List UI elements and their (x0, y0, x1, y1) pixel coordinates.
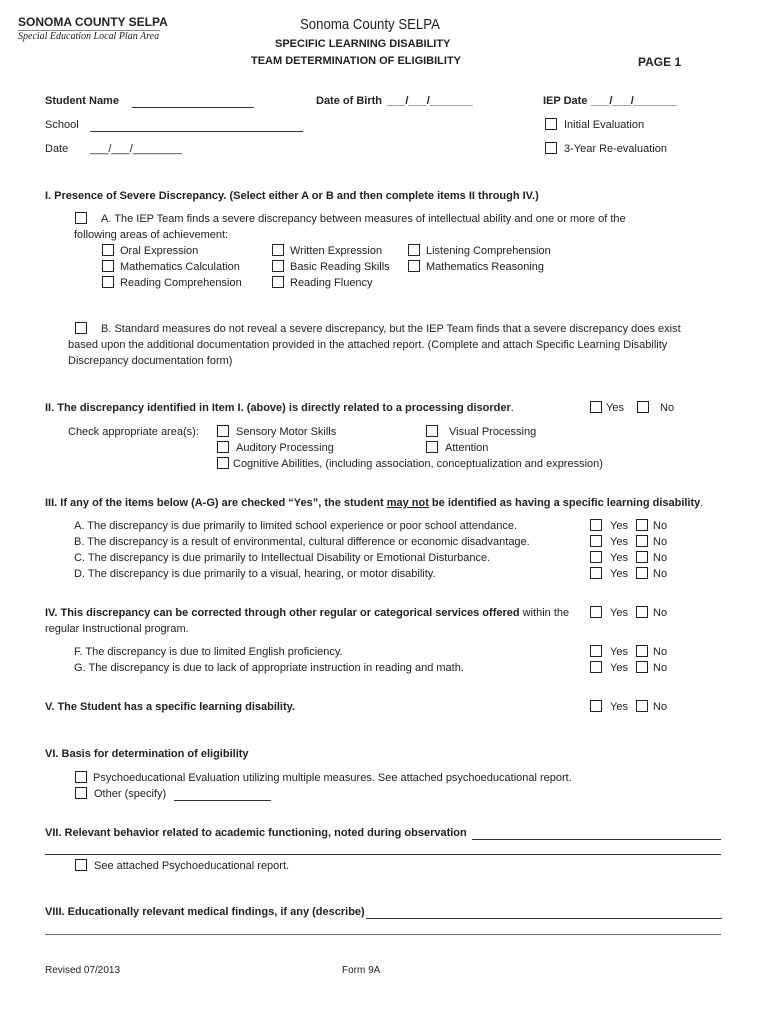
visual-processing-label: Visual Processing (449, 426, 537, 438)
listening-comprehension-checkbox[interactable] (408, 244, 420, 256)
item-b-no-checkbox[interactable] (636, 535, 648, 547)
header-rule (18, 30, 160, 31)
item-g-yes-checkbox[interactable] (590, 661, 602, 673)
reevaluation-checkbox[interactable] (545, 142, 557, 154)
oral-expression-checkbox[interactable] (102, 244, 114, 256)
item-a-yes-checkbox[interactable] (590, 519, 602, 531)
section-2-yes-checkbox[interactable] (590, 401, 602, 413)
section-2-no-label: No (660, 402, 675, 414)
section-5-yes-checkbox[interactable] (590, 700, 602, 712)
reading-comprehension-label: Reading Comprehension (120, 277, 242, 289)
math-calculation-label: Mathematics Calculation (120, 261, 240, 273)
item-g-no-label: No (653, 662, 668, 674)
revised-date: Revised 07/2013 (45, 965, 121, 976)
item-a-yes-label: Yes (610, 520, 628, 532)
section-1-heading: I. Presence of Severe Discrepancy. (Select either A or B and then complete items II through IV.) (45, 190, 539, 202)
item-g-yes-label: Yes (610, 662, 628, 674)
written-expression-checkbox[interactable] (272, 244, 284, 256)
item-c-no-checkbox[interactable] (636, 551, 648, 563)
auditory-processing-checkbox[interactable] (217, 441, 229, 453)
basic-reading-checkbox[interactable] (272, 260, 284, 272)
dob-field[interactable]: ___/___/_______ (387, 95, 473, 107)
reevaluation-label: 3-Year Re-evaluation (564, 143, 667, 155)
item-f-yes-label: Yes (610, 646, 628, 658)
item-d-no-label: No (653, 568, 668, 580)
sensory-motor-checkbox[interactable] (217, 425, 229, 437)
dob-label: Date of Birth (316, 95, 382, 107)
section-5-heading: V. The Student has a specific learning disability. (45, 701, 296, 713)
item-c-no-label: No (653, 552, 668, 564)
item-g-no-checkbox[interactable] (636, 661, 648, 673)
other-specify-field[interactable] (174, 800, 271, 801)
section-2-heading: II. The discrepancy identified in Item I. (above) is directly related to a processing disorder. (45, 402, 514, 414)
date-label: Date (45, 143, 69, 155)
reading-comprehension-checkbox[interactable] (102, 276, 114, 288)
item-f-no-label: No (653, 646, 668, 658)
math-reasoning-label: Mathematics Reasoning (426, 261, 545, 273)
school-field[interactable] (90, 131, 303, 132)
oral-expression-label: Oral Expression (120, 245, 199, 257)
form-subtitle-2: TEAM DETERMINATION OF ELIGIBILITY (251, 55, 462, 67)
org-name: SONOMA COUNTY SELPA (18, 15, 168, 29)
psychoeducational-label: Psychoeducational Evaluation utilizing multiple measures. See attached psychoeducational report. (93, 772, 572, 784)
section-4-yes-checkbox[interactable] (590, 606, 602, 618)
behavior-field-2[interactable] (45, 854, 721, 855)
form-title: Sonoma County SELPA (300, 16, 440, 33)
section-4-heading-2: regular Instructional program. (45, 623, 189, 635)
section-2-no-checkbox[interactable] (637, 401, 649, 413)
attention-checkbox[interactable] (426, 441, 438, 453)
attention-label: Attention (445, 442, 489, 454)
cognitive-abilities-checkbox[interactable] (217, 457, 229, 469)
iep-date-field[interactable]: ___/___/_______ (591, 95, 677, 107)
section-5-no-checkbox[interactable] (636, 700, 648, 712)
listening-comprehension-label: Listening Comprehension (426, 245, 551, 257)
section-5-no-label: No (653, 701, 668, 713)
section-4-no-label: No (653, 607, 668, 619)
option-a-text: A. The IEP Team finds a severe discrepancy between measures of intellectual ability and one or more of the (101, 213, 626, 225)
item-d-yes-checkbox[interactable] (590, 567, 602, 579)
section-4-no-checkbox[interactable] (636, 606, 648, 618)
item-f-yes-checkbox[interactable] (590, 645, 602, 657)
item-b-yes-checkbox[interactable] (590, 535, 602, 547)
option-a-text-2: following areas of achievement: (74, 229, 229, 241)
item-c-yes-label: Yes (610, 552, 628, 564)
reading-fluency-checkbox[interactable] (272, 276, 284, 288)
item-f-no-checkbox[interactable] (636, 645, 648, 657)
reading-fluency-label: Reading Fluency (290, 277, 373, 289)
math-reasoning-checkbox[interactable] (408, 260, 420, 272)
student-name-field[interactable] (132, 107, 254, 108)
initial-evaluation-checkbox[interactable] (545, 118, 557, 130)
medical-findings-field-2[interactable] (45, 934, 721, 935)
item-f-text: F. The discrepancy is due to limited English proficiency. (74, 646, 343, 658)
basic-reading-label: Basic Reading Skills (290, 261, 390, 273)
check-areas-label: Check appropriate area(s): (68, 426, 199, 438)
option-b-checkbox[interactable] (75, 322, 87, 334)
section-8-heading: VIII. Educationally relevant medical findings, if any (describe) (45, 906, 365, 918)
behavior-field[interactable] (472, 839, 721, 840)
initial-evaluation-label: Initial Evaluation (564, 119, 645, 131)
item-d-text: D. The discrepancy is due primarily to a visual, hearing, or motor disability. (74, 568, 436, 580)
auditory-processing-label: Auditory Processing (236, 442, 334, 454)
school-label: School (45, 119, 79, 131)
item-c-text: C. The discrepancy is due primarily to Intellectual Disability or Emotional Disturbance. (74, 552, 491, 564)
item-b-yes-label: Yes (610, 536, 628, 548)
option-a-checkbox[interactable] (75, 212, 87, 224)
item-b-no-label: No (653, 536, 668, 548)
student-name-label: Student Name (45, 95, 119, 107)
see-attached-label: See attached Psychoeducational report. (94, 860, 290, 872)
page-number: PAGE 1 (638, 55, 682, 69)
section-7-heading: VII. Relevant behavior related to academic functioning, noted during observation (45, 827, 467, 839)
other-label: Other (specify) (94, 788, 167, 800)
option-b-text-3: Discrepancy documentation form) (68, 355, 233, 367)
item-g-text: G. The discrepancy is due to lack of appropriate instruction in reading and math. (74, 662, 464, 674)
see-attached-checkbox[interactable] (75, 859, 87, 871)
section-5-yes-label: Yes (610, 701, 628, 713)
section-4-yes-label: Yes (610, 607, 628, 619)
visual-processing-checkbox[interactable] (426, 425, 438, 437)
other-checkbox[interactable] (75, 787, 87, 799)
section-2-yes-label: Yes (606, 402, 624, 414)
written-expression-label: Written Expression (290, 245, 383, 257)
medical-findings-field[interactable] (366, 918, 722, 919)
math-calculation-checkbox[interactable] (102, 260, 114, 272)
sensory-motor-label: Sensory Motor Skills (236, 426, 337, 438)
date-field[interactable]: ___/___/________ (90, 143, 182, 155)
psychoeducational-checkbox[interactable] (75, 771, 87, 783)
item-b-text: B. The discrepancy is a result of environmental, cultural difference or economic disadvantage. (74, 536, 530, 548)
item-a-no-label: No (653, 520, 668, 532)
form-subtitle-1: SPECIFIC LEARNING DISABILITY (275, 38, 451, 50)
form-number: Form 9A (342, 965, 381, 976)
option-b-text: B. Standard measures do not reveal a severe discrepancy, but the IEP Team finds that a severe discrepancy does exist (101, 323, 681, 335)
section-6-heading: VI. Basis for determination of eligibility (45, 748, 249, 760)
cognitive-abilities-label: Cognitive Abilities, (including association, conceptualization and expression) (233, 458, 603, 470)
org-subtitle: Special Education Local Plan Area (18, 31, 160, 42)
item-a-text: A. The discrepancy is due primarily to limited school experience or poor school attendance. (74, 520, 518, 532)
section-3-heading: III. If any of the items below (A-G) are checked “Yes”, the student may not be identified as having a specific learning disability. (45, 497, 704, 509)
option-b-text-2: based upon the additional documentation provided in the attached report. (Complete and attach Specific Learning Disability (68, 339, 668, 351)
section-4-heading: IV. This discrepancy can be corrected through other regular or categorical services offered within the (45, 607, 570, 619)
item-a-no-checkbox[interactable] (636, 519, 648, 531)
item-c-yes-checkbox[interactable] (590, 551, 602, 563)
iep-date-label: IEP Date (543, 95, 588, 107)
item-d-yes-label: Yes (610, 568, 628, 580)
item-d-no-checkbox[interactable] (636, 567, 648, 579)
